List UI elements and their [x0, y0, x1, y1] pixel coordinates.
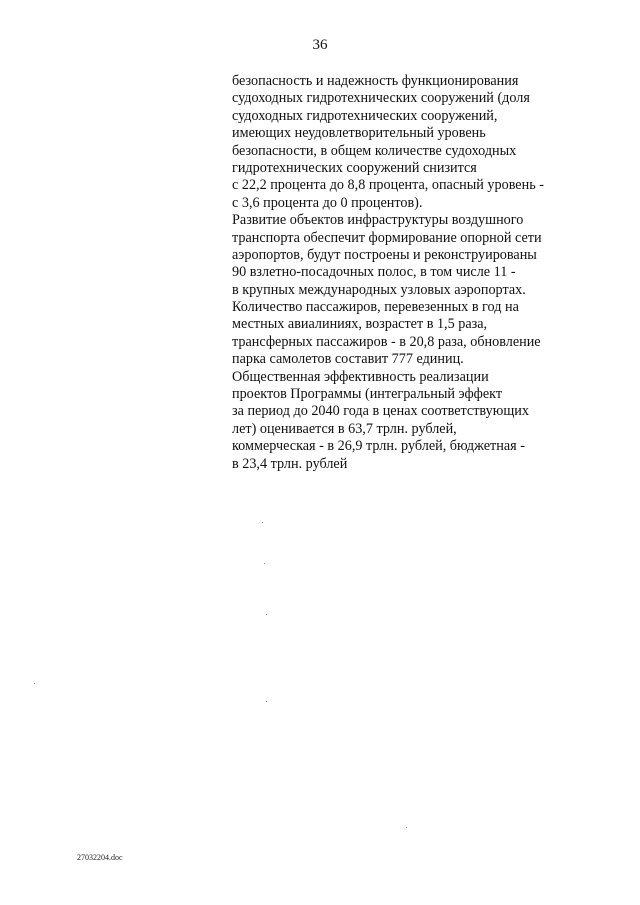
text-line: безопасности, в общем количестве судоходных	[232, 142, 517, 159]
text-line: судоходных гидротехнических сооружений,	[232, 107, 498, 124]
text-line: в крупных международных узловых аэропортах.	[232, 281, 526, 298]
text-line: безопасность и надежность функционирования	[232, 73, 519, 89]
text-line: трансферных пассажиров - в 20,8 раза, обновление	[232, 333, 541, 350]
text-line: проектов Программы (интегральный эффект	[232, 386, 503, 403]
text-line: с 3,6 процента до 0 процентов).	[232, 194, 423, 211]
footer-filename: 27032204.doc	[77, 853, 123, 862]
body-text	[232, 73, 577, 473]
text-line: имеющих неудовлетворительный уровень	[232, 125, 486, 142]
text-line: аэропортов, будут построены и реконструированы	[232, 246, 537, 263]
text-line: лет) оценивается в 63,7 трлн. рублей,	[232, 420, 457, 437]
scan-speck	[266, 701, 267, 702]
text-line: Общественная эффективность реализации	[232, 368, 489, 385]
text-line: местных авиалиниях, возрастет в 1,5 раза,	[232, 316, 488, 333]
text-line: судоходных гидротехнических сооружений (доля	[232, 90, 530, 107]
text-line: в 23,4 трлн. рублей	[232, 455, 348, 472]
text-line: за период до 2040 года в ценах соответствующих	[232, 403, 529, 420]
scan-speck	[406, 827, 407, 828]
text-line: гидротехнических сооружений снизится	[232, 159, 477, 176]
scan-speck	[266, 614, 267, 615]
scan-speck	[264, 563, 265, 564]
text-line: парка самолетов составит 777 единиц.	[232, 351, 464, 368]
text-line: Развитие объектов инфраструктуры воздушного	[232, 212, 524, 229]
scan-speck	[34, 683, 35, 684]
scan-speck	[262, 522, 263, 523]
text-line: с 22,2 процента до 8,8 процента, опасный уровень -	[232, 177, 544, 194]
text-line: Количество пассажиров, перевезенных в год на	[232, 299, 519, 316]
text-line: коммерческая - в 26,9 трлн. рублей, бюджетная -	[232, 438, 525, 455]
page-number: 36	[312, 37, 328, 53]
text-line: транспорта обеспечит формирование опорной сети	[232, 229, 542, 246]
text-line: 90 взлетно-посадочных полос, в том числе 11 -	[232, 264, 516, 281]
